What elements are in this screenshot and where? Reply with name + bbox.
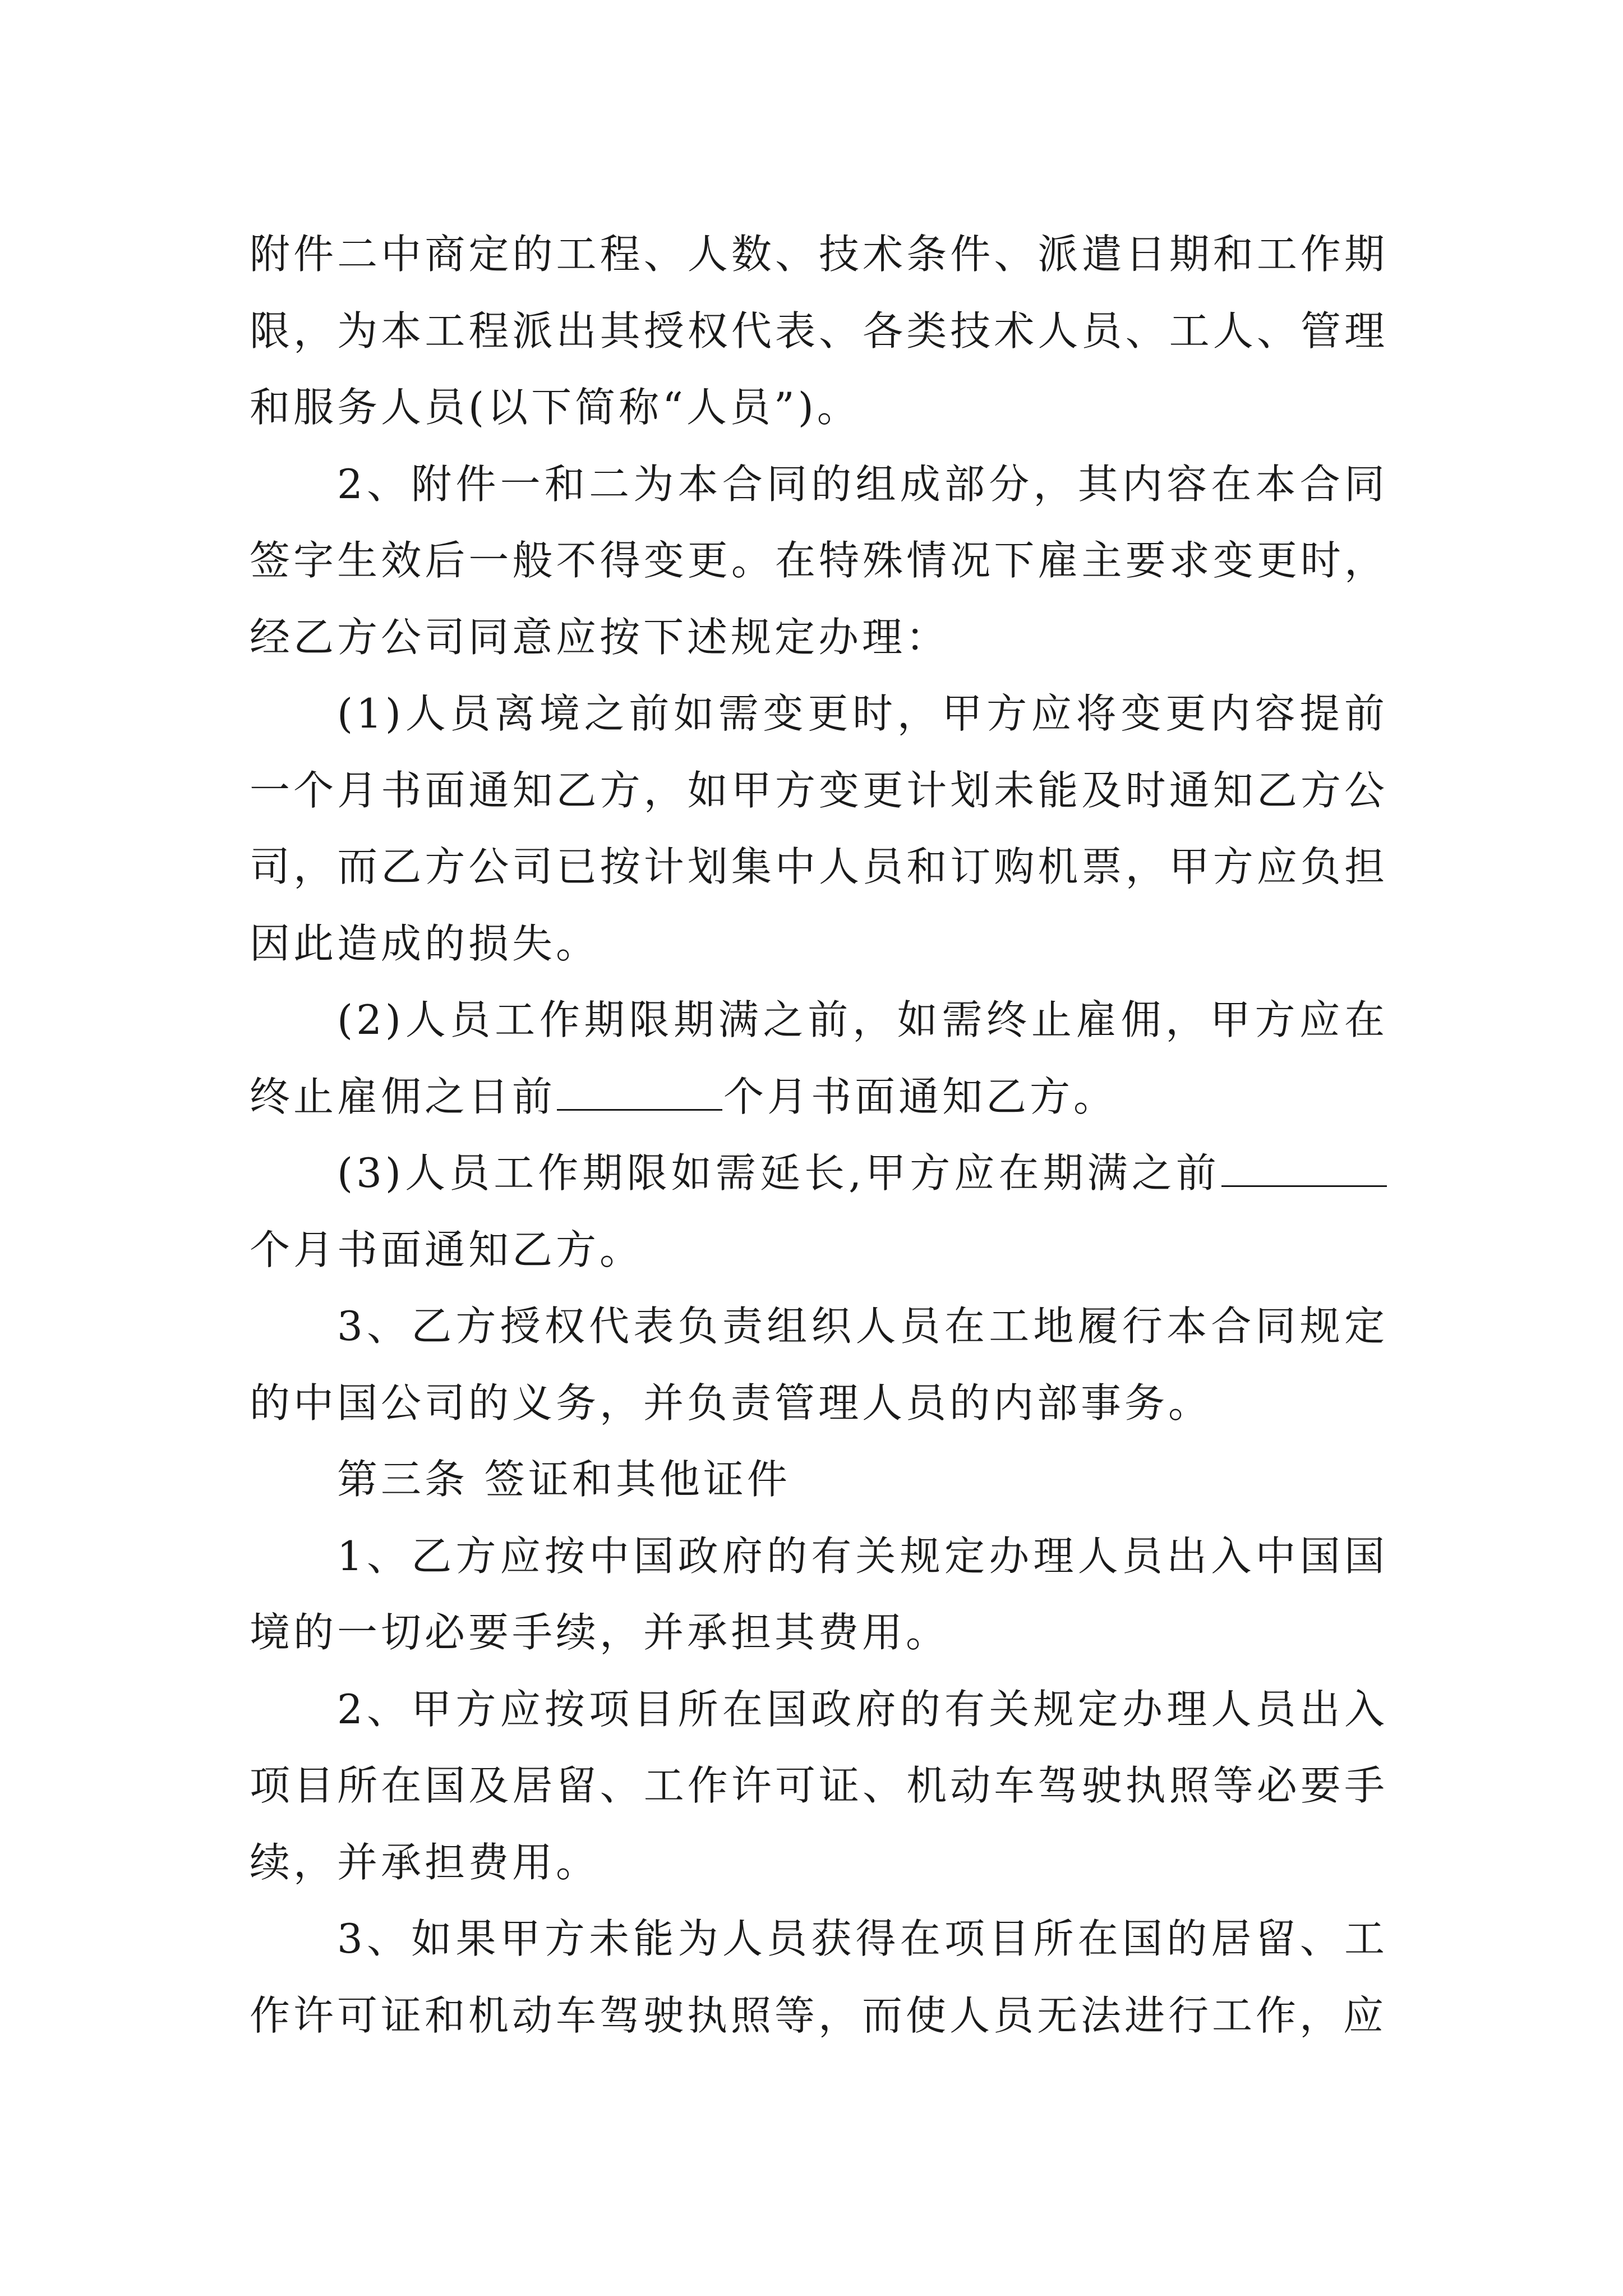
paragraph-item-1 [250, 675, 1388, 982]
paragraph-visa-clause-3 [250, 1901, 1388, 2054]
paragraph-text: 2、附件一和二为本合同的组成部分，其内容在本合同签字生效后一般不得变更。在特殊情况下雇主要求变更时，经乙方公司同意应按下述规定办理： [250, 460, 1388, 661]
paragraph-text-after-blank: 个月书面通知乙方。 [723, 1073, 1118, 1120]
paragraph-text: 2、甲方应按项目所在国政府的有关规定办理人员出入项目所在国及居留、工作许可证、机动车驾驶执照等必要手续，并承担费用。 [250, 1685, 1388, 1886]
contract-text-block [250, 216, 1388, 2054]
heading-text: 第三条 签证和其他证件 [337, 1456, 791, 1503]
paragraph-clause-3 [250, 1288, 1388, 1441]
paragraph-visa-clause-2 [250, 1671, 1388, 1901]
paragraph-text: 3、如果甲方未能为人员获得在项目所在国的居留、工作许可证和机动车驾驶执照等，而使人员无法进行工作，应 [250, 1915, 1388, 2039]
fill-in-blank[interactable] [557, 1069, 722, 1111]
section-heading-article-3 [250, 1441, 1388, 1518]
paragraph-visa-clause-1 [250, 1518, 1388, 1671]
paragraph-text: 附件二中商定的工程、人数、技术条件、派遣日期和工作期限，为本工程派出其授权代表、各类技术人员、工人、管理和服务人员(以下简称“人员”)。 [250, 231, 1388, 431]
paragraph-text: 3、乙方授权代表负责组织人员在工地履行本合同规定的中国公司的义务，并负责管理人员的内部事务。 [250, 1303, 1388, 1427]
paragraph-text: (3)人员工作期限如需延长,甲方应在期满之前 [337, 1149, 1220, 1197]
paragraph-item-3 [250, 1135, 1388, 1288]
paragraph-text: 1、乙方应按中国政府的有关规定办理人员出入中国国境的一切必要手续，并承担其费用。 [250, 1532, 1388, 1656]
paragraph-clause-2 [250, 446, 1388, 676]
fill-in-blank[interactable] [1221, 1145, 1387, 1187]
paragraph-attachment-two-continued [250, 216, 1388, 446]
paragraph-text: (1)人员离境之前如需变更时，甲方应将变更内容提前一个月书面通知乙方，如甲方变更计划未能及时通知乙方公司，而乙方公司已按计划集中人员和订购机票，甲方应负担因此造成的损失。 [250, 690, 1388, 967]
paragraph-item-2 [250, 982, 1388, 1135]
paragraph-text: (2)人员工作期限期满之前，如需终止雇佣，甲方应在终止雇佣之日前 [250, 996, 1388, 1120]
paragraph-text-after-blank: 个月书面通知乙方。 [250, 1226, 644, 1273]
